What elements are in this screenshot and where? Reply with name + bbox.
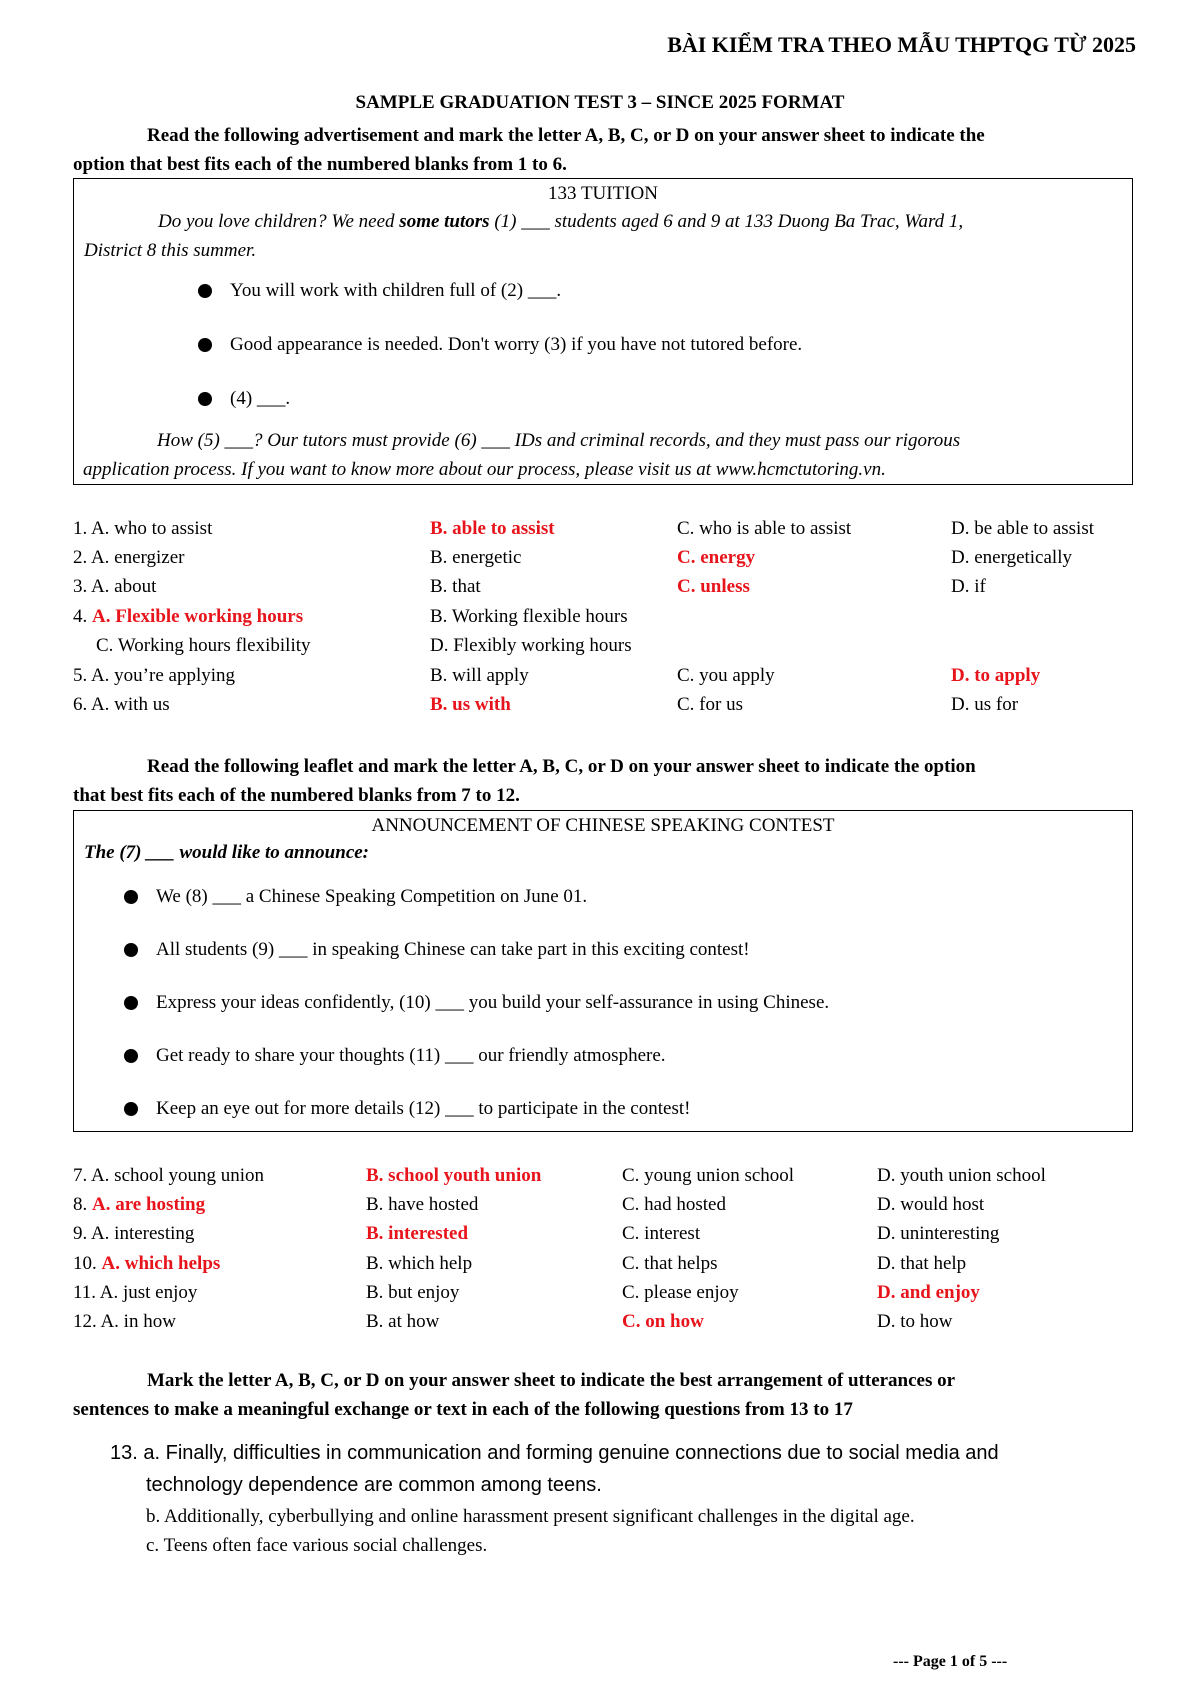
leaflet-bullet-1: We (8) ___ a Chinese Speaking Competition on June 01. — [124, 886, 587, 908]
q5-num-a: 5. A. you’re applying — [73, 665, 236, 686]
q6-option-b: B. us with — [430, 694, 511, 715]
ad-bullet-3: (4) ___. — [198, 388, 290, 410]
q7-option-d: D. youth union school — [877, 1165, 1046, 1186]
q4-option-c: C. Working hours flexibility — [96, 635, 311, 656]
bullet-dot-icon — [198, 284, 212, 298]
bullet-dot-icon — [198, 392, 212, 406]
q7-option-c: C. young union school — [622, 1165, 795, 1186]
q12-option-b: B. at how — [366, 1311, 440, 1332]
ad-title: 133 TUITION — [548, 183, 658, 204]
q2-option-d: D. energetically — [951, 547, 1072, 568]
q9-option-c: C. interest — [622, 1223, 701, 1244]
page-header: BÀI KIỂM TRA THEO MẪU THPTQG TỪ 2025 — [667, 32, 1136, 57]
q1-num-a: 1. A. who to assist — [73, 518, 213, 539]
ad-bullet-1: You will work with children full of (2) ___. — [198, 280, 561, 302]
q9-option-d: D. uninteresting — [877, 1223, 1000, 1244]
instruction-1: Read the following advertisement and mark the letter A, B, C, or D on your answer sheet to indicate the option that best fits each of the numbered blanks from 1 to 6. — [73, 125, 985, 175]
q8-option-c: C. had hosted — [622, 1194, 726, 1215]
q10-option-b: B. which help — [366, 1253, 473, 1274]
ad-outro: How (5) ___? Our tutors must provide (6) ___ IDs and criminal records, and they must pass our rigorous application process. If you want to know more about our process, please visit us at www.hcmctutoring.vn. — [83, 430, 961, 480]
q9-option-b: B. interested — [366, 1223, 469, 1244]
q2-num-a: 2. A. energizer — [73, 547, 185, 568]
q11-option-d: D. and enjoy — [877, 1282, 980, 1303]
bullet-dot-icon — [124, 1049, 138, 1063]
q3-num-a: 3. A. about — [73, 576, 157, 597]
q1-option-d: D. be able to assist — [951, 518, 1095, 539]
q1-option-c: C. who is able to assist — [677, 518, 852, 539]
q13-item-c: c. Teens often face various social challenges. — [146, 1535, 488, 1556]
q13-item-a: 13. a. Finally, difficulties in communication and forming genuine connections due to social media and technology dependence are common among teens. — [110, 1442, 999, 1496]
q8-num-a: 8. A. are hosting — [73, 1194, 206, 1215]
q1-option-b: B. able to assist — [430, 518, 555, 539]
bullet-dot-icon — [198, 338, 212, 352]
q10-option-c: C. that helps — [622, 1253, 718, 1274]
q5-option-b: B. will apply — [430, 665, 529, 686]
leaflet-box — [73, 810, 1133, 1132]
bullet-dot-icon — [124, 996, 138, 1010]
q7-num-a: 7. A. school young union — [73, 1165, 265, 1186]
q13-item-b: b. Additionally, cyberbullying and online harassment present significant challenges in the digital age. — [146, 1506, 915, 1527]
q4-option-b: B. Working flexible hours — [430, 606, 628, 627]
q11-option-b: B. but enjoy — [366, 1282, 460, 1303]
page-footer: --- Page 1 of 5 --- — [893, 1653, 1008, 1670]
q2-option-c: C. energy — [677, 547, 756, 568]
q11-num-a: 11. A. just enjoy — [73, 1282, 198, 1303]
q3-option-b: B. that — [430, 576, 481, 597]
instruction-2: Read the following leaflet and mark the letter A, B, C, or D on your answer sheet to indicate the option that best fits each of the numbered blanks from 7 to 12. — [73, 756, 976, 806]
bullet-dot-icon — [124, 1102, 138, 1116]
q4-num-a: 4. A. Flexible working hours — [73, 606, 304, 627]
q6-option-c: C. for us — [677, 694, 743, 715]
q10-option-d: D. that help — [877, 1253, 967, 1274]
q12-num-a: 12. A. in how — [73, 1311, 176, 1332]
q7-option-b: B. school youth union — [366, 1165, 542, 1186]
bullet-dot-icon — [124, 943, 138, 957]
q3-option-d: D. if — [951, 576, 986, 597]
instruction-3: Mark the letter A, B, C, or D on your answer sheet to indicate the best arrangement of utterances or sentences to make a meaningful exchange or text in each of the following questions from 13 to 17 — [73, 1370, 956, 1420]
q8-option-d: D. would host — [877, 1194, 985, 1215]
q3-option-c: C. unless — [677, 576, 750, 597]
q6-option-d: D. us for — [951, 694, 1019, 715]
test-title: SAMPLE GRADUATION TEST 3 – SINCE 2025 FORMAT — [355, 92, 845, 113]
ad-intro: Do you love children? We need some tutors (1) ___ students aged 6 and 9 at 133 Duong Ba Trac, Ward 1, District 8 this summer. — [84, 211, 964, 261]
q10-num-a: 10. A. which helps — [73, 1253, 221, 1274]
q6-num-a: 6. A. with us — [73, 694, 170, 715]
leaflet-bullet-5: Keep an eye out for more details (12) ___ to participate in the contest! — [124, 1098, 690, 1120]
q8-option-b: B. have hosted — [366, 1194, 479, 1215]
leaflet-title: ANNOUNCEMENT OF CHINESE SPEAKING CONTEST — [371, 815, 835, 836]
q12-option-d: D. to how — [877, 1311, 953, 1332]
q9-num-a: 9. A. interesting — [73, 1223, 195, 1244]
q2-option-b: B. energetic — [430, 547, 522, 568]
leaflet-bullet-4: Get ready to share your thoughts (11) ___ our friendly atmosphere. — [124, 1045, 666, 1067]
q11-option-c: C. please enjoy — [622, 1282, 739, 1303]
q5-option-d: D. to apply — [951, 665, 1041, 686]
q5-option-c: C. you apply — [677, 665, 775, 686]
ad-bullet-2: Good appearance is needed. Don't worry (3) if you have not tutored before. — [198, 334, 802, 356]
leaflet-bullet-2: All students (9) ___ in speaking Chinese can take part in this exciting contest! — [124, 939, 750, 961]
leaflet-bullet-3: Express your ideas confidently, (10) ___ you build your self-assurance in using Chinese. — [124, 992, 829, 1014]
bullet-dot-icon — [124, 890, 138, 904]
q12-option-c: C. on how — [622, 1311, 704, 1332]
q4-option-d: D. Flexibly working hours — [430, 635, 632, 656]
leaflet-intro: The (7) ___ would like to announce: — [84, 842, 370, 863]
